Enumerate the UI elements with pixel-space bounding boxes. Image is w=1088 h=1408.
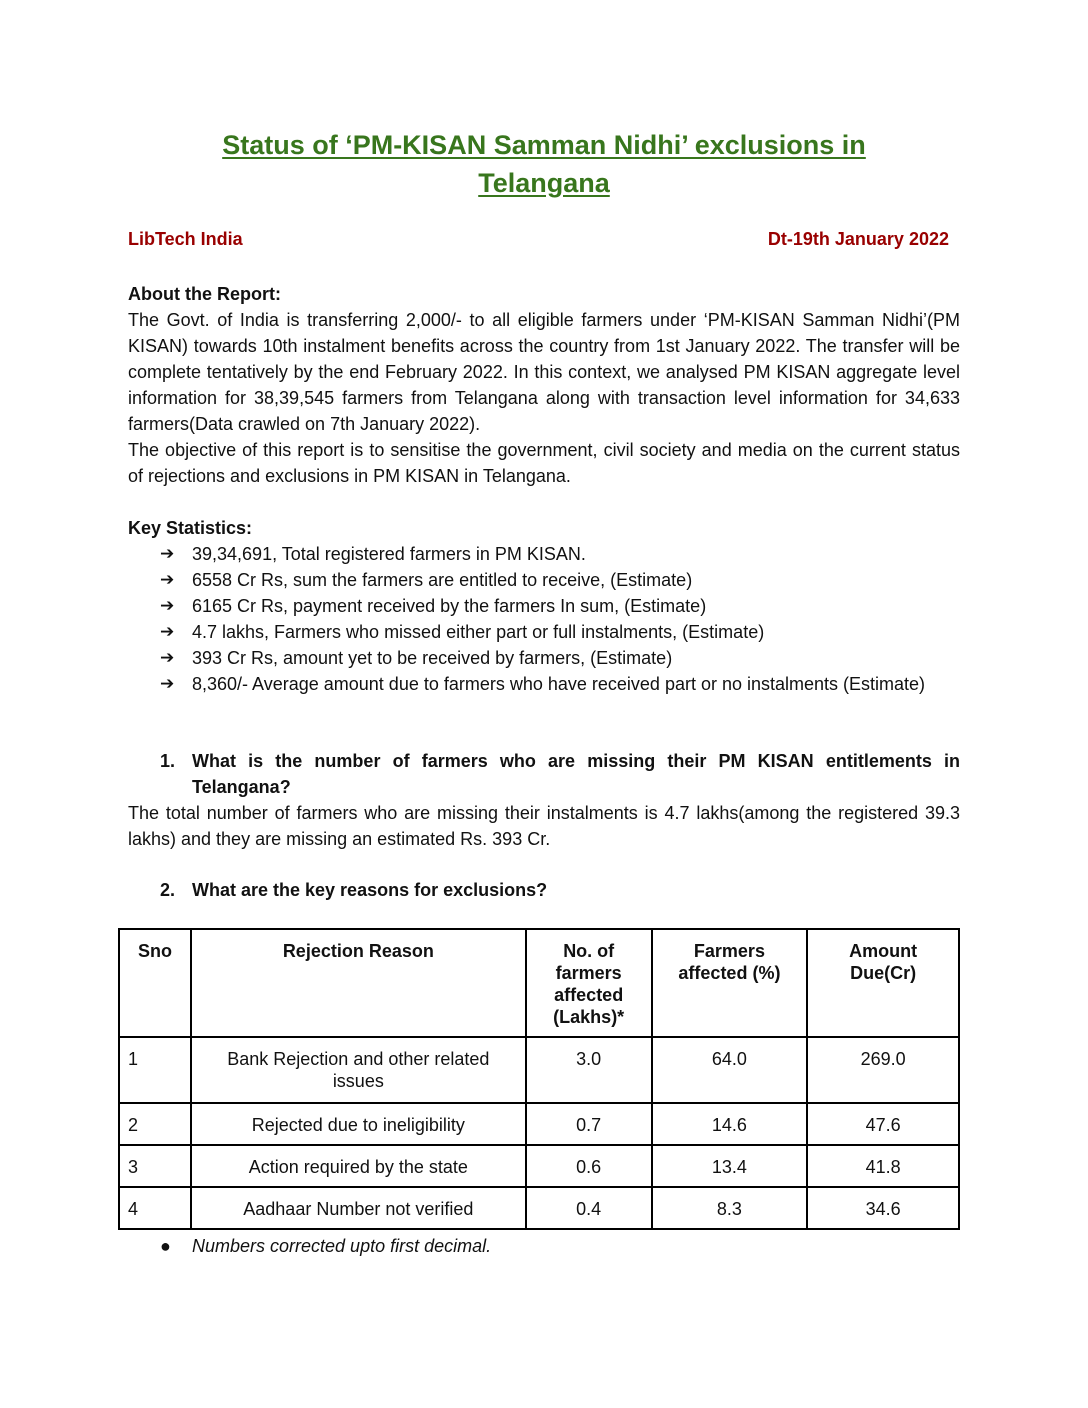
stat-text: 6558 Cr Rs, sum the farmers are entitled to receive, (Estimate) <box>192 570 693 590</box>
question-1-answer: The total number of farmers who are missing their instalments is 4.7 lakhs(among the registered 39.3 lakhs) and they are missing an estimated Rs. 393 Cr. <box>128 803 960 849</box>
cell-farmers-percent: 13.4 <box>652 1145 808 1187</box>
about-heading: About the Report: <box>128 284 281 304</box>
report-title <box>128 126 960 202</box>
key-statistics-heading: Key Statistics: <box>128 518 253 538</box>
stat-text: 4.7 lakhs, Farmers who missed either part or full instalments, (Estimate) <box>192 622 765 642</box>
cell-farmers-lakhs: 0.4 <box>526 1187 652 1229</box>
cell-amount-due: 47.6 <box>807 1103 959 1145</box>
stat-text: 393 Cr Rs, amount yet to be received by farmers, (Estimate) <box>192 648 673 668</box>
table-header-row <box>119 929 959 1037</box>
table-row <box>119 1145 959 1187</box>
cell-farmers-lakhs: 0.6 <box>526 1145 652 1187</box>
table-row <box>119 1037 959 1103</box>
exclusion-reasons-table <box>118 928 960 1230</box>
organization-name: LibTech India <box>128 229 243 249</box>
list-item <box>160 645 960 671</box>
list-item <box>160 541 960 567</box>
table-row <box>119 1187 959 1229</box>
cell-rejection-reason: Aadhaar Number not verified <box>191 1187 526 1229</box>
cell-farmers-percent: 64.0 <box>652 1037 808 1103</box>
list-item <box>160 619 960 645</box>
table-footnote <box>160 1234 491 1258</box>
list-item <box>160 593 960 619</box>
column-header-amount-due: Amount Due(Cr) <box>807 929 959 1037</box>
cell-amount-due: 269.0 <box>807 1037 959 1103</box>
column-header-rejection-reason: Rejection Reason <box>191 929 526 1037</box>
about-section <box>128 281 960 489</box>
question-2-number: 2. <box>160 880 176 900</box>
bullet-icon: ● <box>160 1236 171 1256</box>
cell-sno: 2 <box>119 1103 191 1145</box>
cell-rejection-reason: Bank Rejection and other related issues <box>191 1037 526 1103</box>
right-arrow-icon: ➔ <box>160 674 175 694</box>
cell-farmers-percent: 8.3 <box>652 1187 808 1229</box>
question-1-number: 1. <box>160 751 176 771</box>
question-2 <box>160 877 960 903</box>
cell-rejection-reason: Action required by the state <box>191 1145 526 1187</box>
cell-amount-due: 34.6 <box>807 1187 959 1229</box>
question-1 <box>160 748 960 800</box>
cell-sno: 1 <box>119 1037 191 1103</box>
right-arrow-icon: ➔ <box>160 544 175 564</box>
list-item <box>160 671 960 697</box>
report-title-line-1: Status of ‘PM-KISAN Samman Nidhi’ exclusions in <box>222 130 866 160</box>
right-arrow-icon: ➔ <box>160 596 175 616</box>
question-1-text: What is the number of farmers who are missing their PM KISAN entitlements in Telangana? <box>192 751 960 797</box>
about-paragraph-1: The Govt. of India is transferring 2,000/- to all eligible farmers under ‘PM-KISAN Samman Nidhi’(PM KISAN) towards 10th instalment benefits across the country from 1st January 2022. The transfer will be complete tentatively by the end February 2022. In this context, we analysed PM KISAN aggregate level information for 38,39,545 farmers from Telangana along with transaction level information for 34,633 farmers(Data crawled on 7th January 2022). <box>128 310 960 434</box>
right-arrow-icon: ➔ <box>160 570 175 590</box>
column-header-sno: Sno <box>119 929 191 1037</box>
cell-amount-due: 41.8 <box>807 1145 959 1187</box>
stat-text: 8,360/- Average amount due to farmers who have received part or no instalments (Estimate) <box>192 674 926 694</box>
stat-text: 6165 Cr Rs, payment received by the farmers In sum, (Estimate) <box>192 596 707 616</box>
right-arrow-icon: ➔ <box>160 622 175 642</box>
cell-farmers-lakhs: 0.7 <box>526 1103 652 1145</box>
cell-sno: 3 <box>119 1145 191 1187</box>
footnote-text: Numbers corrected upto first decimal. <box>192 1236 492 1256</box>
cell-sno: 4 <box>119 1187 191 1229</box>
report-date: Dt-19th January 2022 <box>767 229 949 249</box>
right-arrow-icon: ➔ <box>160 648 175 668</box>
report-title-line-2: Telangana <box>478 168 610 198</box>
list-item <box>160 567 960 593</box>
column-header-farmers-affected-percent: Farmers affected (%) <box>652 929 808 1037</box>
table-row <box>119 1103 959 1145</box>
cell-farmers-percent: 14.6 <box>652 1103 808 1145</box>
cell-rejection-reason: Rejected due to ineligibility <box>191 1103 526 1145</box>
about-paragraph-2: The objective of this report is to sensitise the government, civil society and media on the current status of rejections and exclusions in PM KISAN in Telangana. <box>128 440 960 486</box>
cell-farmers-lakhs: 3.0 <box>526 1037 652 1103</box>
key-statistics-list <box>160 541 960 697</box>
question-2-text: What are the key reasons for exclusions? <box>192 880 548 900</box>
stat-text: 39,34,691, Total registered farmers in PM KISAN. <box>192 544 586 564</box>
column-header-farmers-affected-lakhs: No. of farmers affected (Lakhs)* <box>526 929 652 1037</box>
